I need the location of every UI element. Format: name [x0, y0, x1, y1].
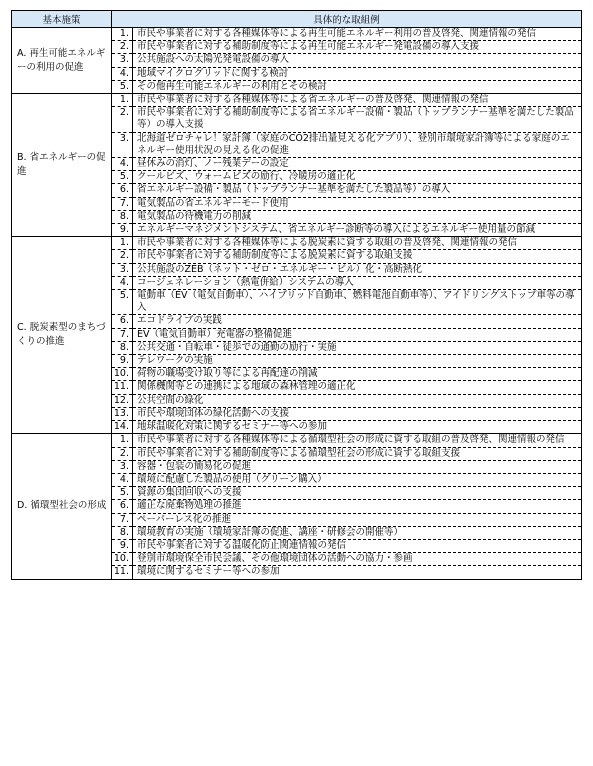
list-item	[112, 381, 581, 394]
section-prefix: B.	[17, 152, 27, 164]
list-item	[112, 184, 581, 197]
list-item	[112, 158, 581, 171]
section-label: 循環型社会の形成	[30, 500, 107, 512]
list-item	[112, 224, 581, 237]
list-item	[112, 132, 581, 157]
item-text: 電気製品の待機電力の削減	[133, 210, 582, 223]
item-number: 1.	[112, 94, 133, 107]
list-item	[112, 80, 581, 93]
section-category-cell	[12, 94, 112, 237]
item-number: 3.	[112, 263, 133, 276]
item-number: 10.	[112, 553, 133, 566]
item-number: 5.	[112, 80, 133, 93]
section-items-cell	[112, 237, 582, 434]
section-label: 脱炭素型のまちづくりの推進	[17, 322, 106, 348]
item-text: 公共施設への太陽光発電設備の導入	[133, 54, 582, 67]
item-text: 市民や事業者に対する補助制度等による省エネルギー設備・製品（トップランナー基準を満たした製品等）の導入支援	[133, 107, 582, 132]
item-number: 1.	[112, 434, 133, 447]
item-number: 4.	[112, 158, 133, 171]
measures-table	[11, 10, 582, 580]
item-text: 公共交通・自転車・徒歩での通勤の励行・実施	[133, 341, 582, 354]
list-item	[112, 487, 581, 500]
table-header-row	[12, 11, 582, 28]
item-text: 登別市環境保全市民会議、その他環境団体の活動への協力・参画	[133, 553, 582, 566]
section-prefix: A.	[17, 47, 27, 59]
item-number: 7.	[112, 197, 133, 210]
item-number: 3.	[112, 460, 133, 473]
item-number: 6.	[112, 315, 133, 328]
item-text: 市民や事業者に対する各種媒体等による脱炭素に資する取組の普及啓発、関連情報の発信	[137, 237, 518, 249]
list-item	[112, 407, 581, 420]
item-number: 4.	[112, 67, 133, 80]
item-number: 5.	[112, 171, 133, 184]
item-number: 1.	[112, 28, 133, 41]
header-basic-measures: 基本施策	[12, 11, 112, 28]
item-number: 3.	[112, 132, 133, 157]
list-item	[112, 276, 581, 289]
item-text: テレワークの実施	[133, 355, 582, 368]
item-text: 資源の集団回収への支援	[133, 487, 582, 500]
item-number: 5.	[112, 290, 133, 315]
item-text: 昼休みの消灯、ノー残業デーの設定	[133, 158, 582, 171]
item-text: 公共空間の緑化	[133, 394, 582, 407]
list-item	[112, 197, 581, 210]
item-text: 環境教育の実施（環境家計簿の促進、講座・研修会の開催等）	[133, 526, 582, 539]
section-category-cell	[12, 28, 112, 94]
item-number: 11.	[112, 381, 133, 394]
item-text: 市民や事業者に対する各種媒体等による省エネルギーの普及啓発、関連情報の発信	[137, 94, 489, 106]
item-list	[112, 28, 581, 93]
item-number: 9.	[112, 355, 133, 368]
item-text: その他再生可能エネルギーの利用とその検討	[133, 80, 582, 93]
item-number: 13.	[112, 407, 133, 420]
item-number: 2.	[112, 41, 133, 54]
item-text: 関係機関等との連携による地域の森林管理の適正化	[133, 381, 582, 394]
list-item	[112, 368, 581, 381]
item-number: 8.	[112, 341, 133, 354]
item-text: 適正な廃棄物処理の推進	[133, 500, 582, 513]
list-item	[112, 54, 581, 67]
list-item	[112, 566, 581, 579]
list-item	[112, 553, 581, 566]
item-text: クールビズ、ウォームビズの励行、冷暖房の適正化	[133, 171, 582, 184]
item-text: 市民や事業者に対する各種媒体等による再生可能エネルギー利用の普及啓発、関連情報の発信	[137, 28, 537, 39]
item-list	[112, 434, 581, 578]
section-category-cell	[12, 237, 112, 434]
item-list	[112, 94, 581, 236]
list-item	[112, 394, 581, 407]
item-text: 市民や事業者に対する温暖化防止関連情報の発信	[133, 539, 582, 552]
item-number: 4.	[112, 473, 133, 486]
item-number: 14.	[112, 421, 133, 434]
section-items-cell	[112, 94, 582, 237]
list-item	[112, 263, 581, 276]
item-number: 4.	[112, 276, 133, 289]
item-number: 2.	[112, 447, 133, 460]
list-item	[112, 328, 581, 341]
section-items-cell	[112, 434, 582, 579]
item-text: 北海道ゼロチャレ！家計簿（家庭のCO2排出量見える化アプリ）、登別市環境家計簿等による家庭のエネルギー使用状況の見える化の促進	[133, 132, 582, 157]
list-item	[112, 290, 581, 315]
item-number: 12.	[112, 394, 133, 407]
item-number: 2.	[112, 107, 133, 132]
item-number: 9.	[112, 539, 133, 552]
list-item	[112, 434, 581, 447]
item-number: 6.	[112, 184, 133, 197]
item-text: 市民や事業者に対する補助制度等による循環型社会の形成に資する取組支援	[133, 447, 582, 460]
item-text: 環境に関するセミナー等への参加	[133, 566, 582, 579]
list-item	[112, 210, 581, 223]
list-item	[112, 460, 581, 473]
item-text: エネルギーマネジメントシステム、省エネルギー診断等の導入によるエネルギー使用量の節減	[133, 224, 582, 237]
list-item	[112, 237, 581, 250]
section-row	[12, 94, 582, 237]
list-item	[112, 539, 581, 552]
list-item	[112, 500, 581, 513]
list-item	[112, 513, 581, 526]
list-item	[112, 421, 581, 434]
item-number: 11.	[112, 566, 133, 579]
section-prefix: D.	[17, 500, 28, 512]
item-number: 3.	[112, 54, 133, 67]
section-label: 再生可能エネルギーの利用の促進	[17, 47, 106, 73]
item-text: 市民や事業者に対する補助制度等による脱炭素に資する取組支援	[133, 250, 582, 263]
section-row	[12, 237, 582, 434]
item-text: 市民や事業者に対する補助制度等による再生可能エネルギー発電設備の導入支援	[133, 41, 582, 54]
item-text: 市民や事業者に対する各種媒体等による循環型社会の形成に資する取組の普及啓発、関連情報の発信	[137, 434, 565, 446]
header-concrete-examples: 具体的な取組例	[112, 11, 582, 28]
section-prefix: C.	[17, 322, 27, 334]
item-number: 9.	[112, 224, 133, 237]
measures-table-wrapper	[11, 10, 581, 580]
list-item	[112, 67, 581, 80]
item-list	[112, 237, 581, 433]
list-item	[112, 315, 581, 328]
item-number: 7.	[112, 328, 133, 341]
item-text: エコドライブの実践	[133, 315, 582, 328]
item-text: EV（電気自動車）充電器の整備促進	[133, 328, 582, 341]
list-item	[112, 526, 581, 539]
section-items-cell	[112, 28, 582, 94]
item-number: 5.	[112, 487, 133, 500]
item-text: 公共施設のZEB（ネット・ゼロ・エネルギー・ビル）化・高断熱化	[133, 263, 582, 276]
item-number: 1.	[112, 237, 133, 250]
item-text: 電動車（EV（電気自動車）、ハイブリッド自動車、燃料電池自動車等）、アイドリングストップ車等の導入	[133, 290, 582, 315]
item-text: 地球温暖化対策に関するセミナー等への参加	[133, 421, 582, 434]
item-text: 地域マイクログリッドに関する検討	[133, 67, 582, 80]
section-row	[12, 28, 582, 94]
item-number: 7.	[112, 513, 133, 526]
item-text: コージェネレーション（熱電併給）システムの導入	[133, 276, 582, 289]
item-text: 容器・包装の簡易化の促進	[133, 460, 582, 473]
item-number: 10.	[112, 368, 133, 381]
section-label: 省エネルギーの促進	[17, 152, 106, 178]
list-item	[112, 28, 581, 41]
list-item	[112, 107, 581, 132]
item-number: 8.	[112, 526, 133, 539]
list-item	[112, 473, 581, 486]
list-item	[112, 341, 581, 354]
item-text: 省エネルギー設備・製品（トップランナー基準を満たした製品等）の導入	[133, 184, 582, 197]
item-number: 8.	[112, 210, 133, 223]
list-item	[112, 250, 581, 263]
list-item	[112, 41, 581, 54]
list-item	[112, 447, 581, 460]
item-text: ペーパーレス化の推進	[133, 513, 582, 526]
table-body	[12, 28, 582, 580]
item-number: 2.	[112, 250, 133, 263]
list-item	[112, 94, 581, 107]
item-text: 電気製品の省エネルギーモード使用	[133, 197, 582, 210]
item-text: 市民や環境団体の緑化活動への支援	[133, 407, 582, 420]
section-category-cell	[12, 434, 112, 579]
item-text: 荷物の職場受け取り等による再配達の削減	[133, 368, 582, 381]
section-row	[12, 434, 582, 579]
item-number: 6.	[112, 500, 133, 513]
list-item	[112, 355, 581, 368]
item-text: 環境に配慮した製品の使用（グリーン購入）	[133, 473, 582, 486]
list-item	[112, 171, 581, 184]
